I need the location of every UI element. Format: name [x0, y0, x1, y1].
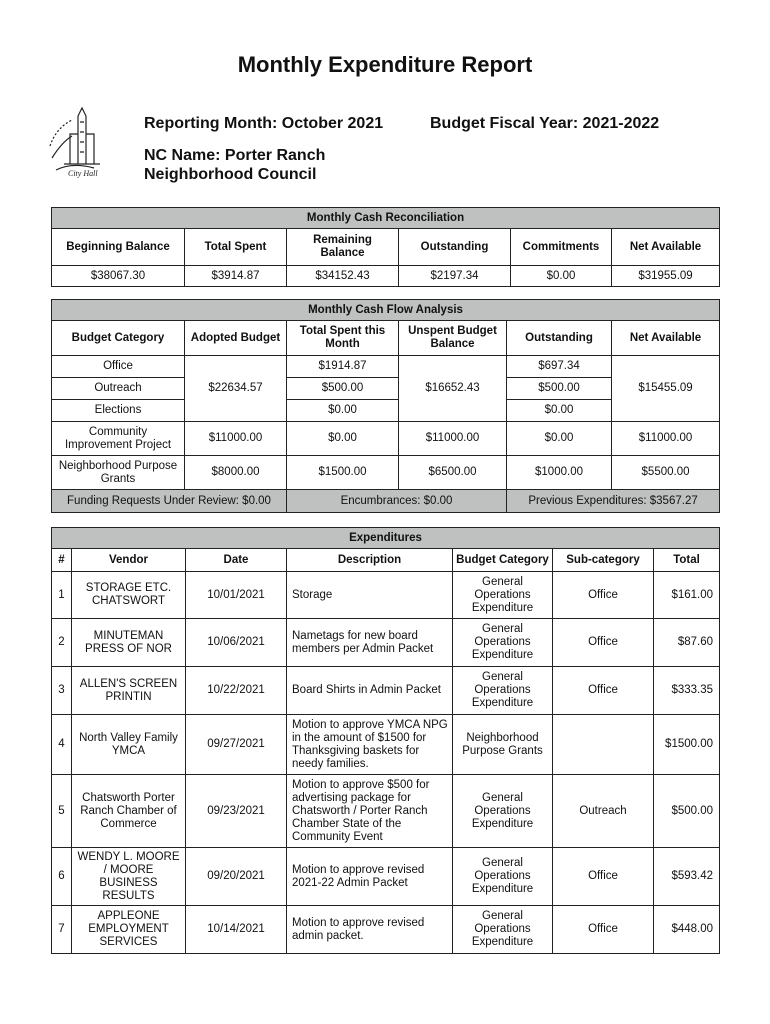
description-cell: Motion to approve $500 for advertising package for Chatsworth / Porter Ranch Chamber State of the Community Event	[287, 775, 453, 848]
col-header: Total Spent	[185, 229, 287, 266]
date-cell: 10/14/2021	[186, 906, 287, 954]
spent-cell: $0.00	[287, 400, 399, 422]
adopted-cell: $11000.00	[185, 422, 287, 456]
spent-cell: $1914.87	[287, 356, 399, 378]
cash-flow-title: Monthly Cash Flow Analysis	[52, 300, 720, 321]
remaining-balance-value: $34152.43	[287, 266, 399, 287]
previous-expenditures: Previous Expenditures: $3567.27	[507, 490, 720, 513]
col-header: Sub-category	[553, 549, 654, 572]
svg-text:City Hall: City Hall	[68, 169, 98, 178]
category-cell: Elections	[52, 400, 185, 422]
date-cell: 10/06/2021	[186, 619, 287, 667]
col-header: Budget Category	[453, 549, 553, 572]
nc-name	[144, 146, 325, 184]
nc-name-line1: NC Name: Porter Ranch	[144, 147, 326, 164]
total-cell: $1500.00	[654, 715, 720, 775]
table-row	[52, 619, 720, 667]
outstanding-cell: $0.00	[507, 400, 612, 422]
outstanding-cell: $0.00	[507, 422, 612, 456]
total-cell: $500.00	[654, 775, 720, 848]
funding-requests-under-review: Funding Requests Under Review: $0.00	[52, 490, 287, 513]
col-header: #	[52, 549, 72, 572]
date-cell: 10/01/2021	[186, 572, 287, 619]
col-header: Budget Category	[52, 321, 185, 356]
page-bottom-margin	[0, 957, 770, 1024]
outstanding-cell: $697.34	[507, 356, 612, 378]
row-number: 7	[52, 906, 72, 954]
row-number: 1	[52, 572, 72, 619]
unspent-cell: $11000.00	[399, 422, 507, 456]
date-cell: 10/22/2021	[186, 667, 287, 715]
col-header: Net Available	[612, 229, 720, 266]
total-spent-value: $3914.87	[185, 266, 287, 287]
row-number: 5	[52, 775, 72, 848]
adopted-cell: $8000.00	[185, 456, 287, 490]
sub-category-cell: Office	[553, 619, 654, 667]
budget-category-cell: General Operations Expenditure	[453, 667, 553, 715]
col-header: Remaining Balance	[287, 229, 399, 266]
net-available-value: $31955.09	[612, 266, 720, 287]
col-header: Description	[287, 549, 453, 572]
net-cell: $5500.00	[612, 456, 720, 490]
outstanding-cell: $500.00	[507, 378, 612, 400]
total-cell: $448.00	[654, 906, 720, 954]
sub-category-cell: Office	[553, 572, 654, 619]
col-header: Adopted Budget	[185, 321, 287, 356]
date-cell: 09/20/2021	[186, 848, 287, 906]
total-cell: $87.60	[654, 619, 720, 667]
description-cell: Motion to approve YMCA NPG in the amount of $1500 for Thanksgiving baskets for needy families.	[287, 715, 453, 775]
expenditures-title: Expenditures	[52, 528, 720, 549]
total-cell: $333.35	[654, 667, 720, 715]
outstanding-value: $2197.34	[399, 266, 511, 287]
table-row	[52, 906, 720, 954]
sub-category-cell: Office	[553, 667, 654, 715]
total-cell: $161.00	[654, 572, 720, 619]
col-header: Outstanding	[399, 229, 511, 266]
outstanding-cell: $1000.00	[507, 456, 612, 490]
budget-category-cell: General Operations Expenditure	[453, 906, 553, 954]
row-number: 3	[52, 667, 72, 715]
vendor-cell: WENDY L. MOORE / MOORE BUSINESS RESULTS	[72, 848, 186, 906]
unspent-cell: $6500.00	[399, 456, 507, 490]
spent-cell: $500.00	[287, 378, 399, 400]
budget-category-cell: General Operations Expenditure	[453, 572, 553, 619]
sub-category-cell: Office	[553, 848, 654, 906]
category-cell: Office	[52, 356, 185, 378]
row-number: 2	[52, 619, 72, 667]
reporting-month: Reporting Month: October 2021	[144, 115, 384, 132]
vendor-cell: Chatsworth Porter Ranch Chamber of Commerce	[72, 775, 186, 848]
sub-category-cell: Office	[553, 906, 654, 954]
vendor-cell: North Valley Family YMCA	[72, 715, 186, 775]
category-cell: Outreach	[52, 378, 185, 400]
net-cell: $11000.00	[612, 422, 720, 456]
budget-category-cell: General Operations Expenditure	[453, 848, 553, 906]
general-unspent-balance: $16652.43	[399, 356, 507, 422]
table-row	[52, 572, 720, 619]
category-cell: Community Improvement Project	[52, 422, 185, 456]
general-adopted-budget: $22634.57	[185, 356, 287, 422]
description-cell: Nametags for new board members per Admin Packet	[287, 619, 453, 667]
col-header: Beginning Balance	[52, 229, 185, 266]
row-number: 6	[52, 848, 72, 906]
vendor-cell: APPLEONE EMPLOYMENT SERVICES	[72, 906, 186, 954]
table-row	[52, 848, 720, 906]
row-number: 4	[52, 715, 72, 775]
col-header: Total Spent this Month	[287, 321, 399, 356]
beginning-balance-value: $38067.30	[52, 266, 185, 287]
description-cell: Board Shirts in Admin Packet	[287, 667, 453, 715]
vendor-cell: MINUTEMAN PRESS OF NOR	[72, 619, 186, 667]
cash-flow-table	[51, 299, 720, 513]
vendor-cell: ALLEN'S SCREEN PRINTIN	[72, 667, 186, 715]
sub-category-cell	[553, 715, 654, 775]
reconciliation-title: Monthly Cash Reconciliation	[52, 208, 720, 229]
budget-fiscal-year: Budget Fiscal Year: 2021-2022	[430, 115, 660, 132]
col-header: Unspent Budget Balance	[399, 321, 507, 356]
expenditures-table	[51, 527, 720, 954]
col-header: Outstanding	[507, 321, 612, 356]
col-header: Commitments	[511, 229, 612, 266]
budget-category-cell: Neighborhood Purpose Grants	[453, 715, 553, 775]
table-row	[52, 715, 720, 775]
commitments-value: $0.00	[511, 266, 612, 287]
city-hall-logo-icon	[42, 102, 122, 182]
encumbrances: Encumbrances: $0.00	[287, 490, 507, 513]
table-row	[52, 667, 720, 715]
budget-category-cell: General Operations Expenditure	[453, 619, 553, 667]
date-cell: 09/27/2021	[186, 715, 287, 775]
col-header: Net Available	[612, 321, 720, 356]
category-cell: Neighborhood Purpose Grants	[52, 456, 185, 490]
col-header: Total	[654, 549, 720, 572]
col-header: Date	[186, 549, 287, 572]
nc-name-line2: Neighborhood Council	[144, 166, 317, 183]
date-cell: 09/23/2021	[186, 775, 287, 848]
description-cell: Storage	[287, 572, 453, 619]
budget-category-cell: General Operations Expenditure	[453, 775, 553, 848]
description-cell: Motion to approve revised admin packet.	[287, 906, 453, 954]
spent-cell: $0.00	[287, 422, 399, 456]
report-title: Monthly Expenditure Report	[237, 52, 533, 77]
table-row	[52, 775, 720, 848]
cash-reconciliation-table	[51, 207, 720, 287]
vendor-cell: STORAGE ETC. CHATSWORT	[72, 572, 186, 619]
col-header: Vendor	[72, 549, 186, 572]
total-cell: $593.42	[654, 848, 720, 906]
general-net-available: $15455.09	[612, 356, 720, 422]
spent-cell: $1500.00	[287, 456, 399, 490]
description-cell: Motion to approve revised 2021-22 Admin Packet	[287, 848, 453, 906]
sub-category-cell: Outreach	[553, 775, 654, 848]
